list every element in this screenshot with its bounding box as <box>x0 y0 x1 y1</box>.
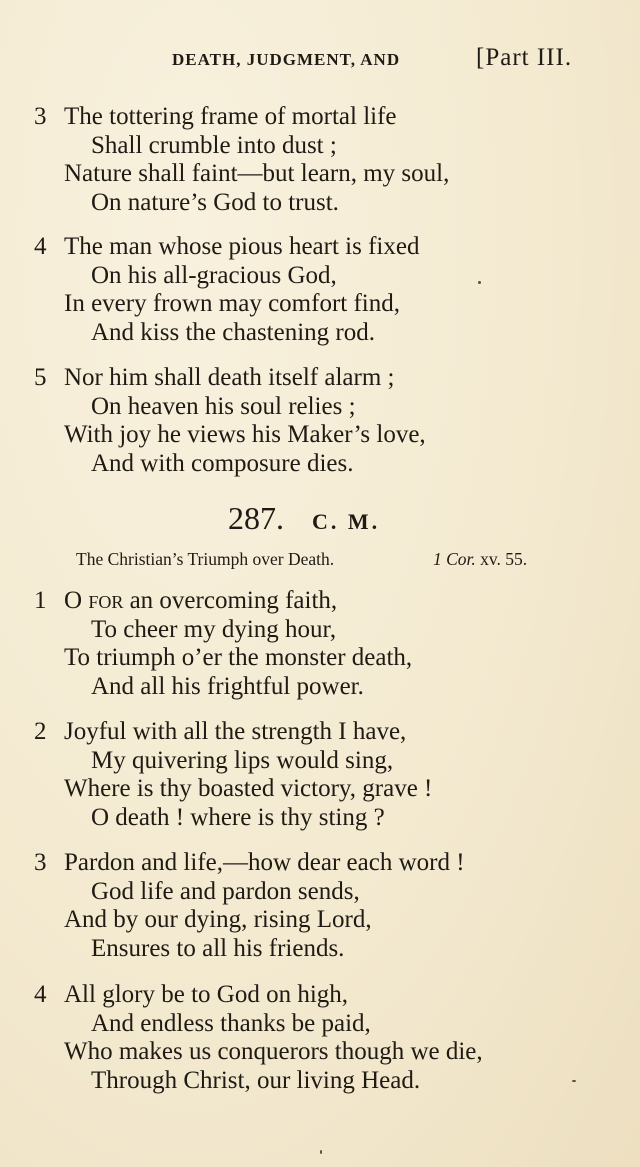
stanza-1 <box>34 587 614 701</box>
verse-line: God life and pardon sends, <box>91 877 360 905</box>
verse-line: And by our dying, rising Lord, <box>64 906 372 934</box>
paper-speck <box>320 1150 322 1154</box>
stanza-4 <box>34 981 614 1095</box>
first-word-smallcaps: for <box>88 587 124 614</box>
running-head-part: [Part III. <box>476 44 573 71</box>
verse-line: With joy he views his Maker’s love, <box>64 421 426 449</box>
hymn-number: 287. <box>228 500 284 536</box>
verse-line: The man whose pious heart is fixed <box>64 233 420 260</box>
verse-line: And all his frightful power. <box>91 672 364 700</box>
verse-line: On his all-gracious God, <box>91 261 337 289</box>
verse-line: In every frown may comfort find, <box>64 290 400 318</box>
verse-line: Who makes us conquerors though we die, <box>64 1038 483 1066</box>
verse-line: And with composure dies. <box>91 449 354 477</box>
stanza-3-top <box>34 103 614 217</box>
stanza-number: 1 <box>34 587 47 614</box>
verse-line: Joyful with all the strength I have, <box>64 718 407 745</box>
hymn-title: The Christian’s Triumph over Death. <box>76 549 335 569</box>
paper-speck <box>478 281 481 284</box>
verse-line: The tottering frame of mortal life <box>64 103 397 130</box>
running-head-title: DEATH, JUDGMENT, AND <box>172 50 401 69</box>
verse-line: And endless thanks be paid, <box>91 1009 371 1037</box>
verse-line: On nature’s God to trust. <box>91 188 339 216</box>
verse-line: Ensures to all his friends. <box>91 934 345 962</box>
stanza-number: 2 <box>34 718 47 745</box>
verse-line: My quivering lips would sing, <box>91 746 394 774</box>
verse-line: Through Christ, our living Head. <box>91 1066 421 1094</box>
hymn-meter: C. M. <box>312 509 381 534</box>
hymn-scripture-reference <box>433 549 527 570</box>
verse-line: Pardon and life,—how dear each word ! <box>64 849 465 876</box>
running-head <box>172 44 602 71</box>
verse-line: Nor him shall death itself alarm ; <box>64 364 395 391</box>
verse-line: To triumph o’er the monster death, <box>64 644 413 672</box>
verse-line: On heaven his soul relies ; <box>91 392 356 420</box>
verse-line: Where is thy boasted victory, grave ! <box>64 775 433 803</box>
first-word: O <box>64 587 83 614</box>
verse-line: To cheer my dying hour, <box>91 615 337 643</box>
stanza-3 <box>34 849 614 963</box>
verse-line: an overcoming faith, <box>129 587 338 614</box>
verse-line: Nature shall faint—but learn, my soul, <box>64 160 450 188</box>
hymn-heading <box>228 500 380 537</box>
verse-line: O death ! where is thy sting ? <box>91 803 385 831</box>
paper-speck <box>572 1080 576 1082</box>
verse-line: And kiss the chastening rod. <box>91 318 375 346</box>
stanza-number: 5 <box>34 364 47 391</box>
reference-chapter-verse: xv. 55. <box>480 549 528 569</box>
reference-book: 1 Cor. <box>433 549 476 569</box>
stanza-2 <box>34 718 614 832</box>
stanza-number: 4 <box>34 233 47 260</box>
stanza-number: 4 <box>34 981 47 1008</box>
stanza-4-top <box>34 233 614 347</box>
verse-line: All glory be to God on high, <box>64 981 349 1008</box>
stanza-number: 3 <box>34 849 47 876</box>
stanza-5-top <box>34 364 614 478</box>
verse-line: Shall crumble into dust ; <box>91 131 337 159</box>
stanza-number: 3 <box>34 103 47 130</box>
